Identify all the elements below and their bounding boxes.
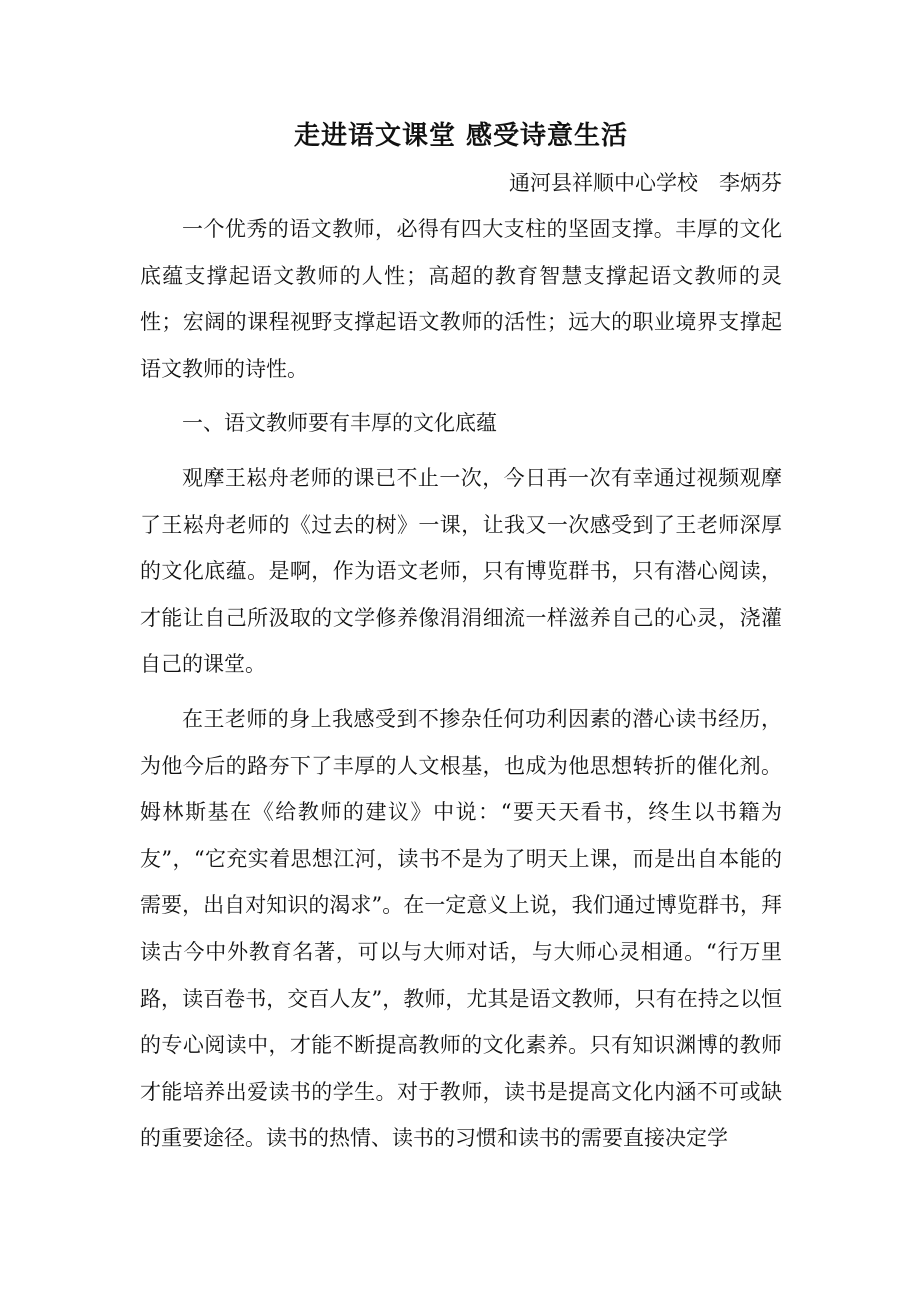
section-heading: 一、语文教师要有丰厚的文化底蕴 [182,411,497,436]
paragraph-observation: 观摩王崧舟老师的课已不止一次，今日再一次有幸通过视频观摩了王崧舟老师的《过去的树》一课，让我又一次感受到了王老师深厚的文化底蕴。是啊，作为语文老师，只有博览群书，只有潜心阅读，才能让自己所汲取的文学修养像涓涓细流一样滋养自己的心灵，浇灌自己的课堂。 [140,465,782,677]
paragraph-reading: 在王老师的身上我感受到不掺杂任何功利因素的潜心读书经历，为他今后的路夯下了丰厚的人文根基，也成为他思想转折的催化剂。姆林斯基在《给教师的建议》中说：“要天天看书，终生以书籍为友”，“它充实着思想江河，读书不是为了明天上课，而是出自本能的需要，出自对知识的渴求”。在一定意义上说，我们通过博览群书，拜读古今中外教育名著，可以与大师对话，与大师心灵相通。“行万里路，读百卷书，交百人友”，教师，尤其是语文教师，只有在持之以恒的专心阅读中，才能不断提高教师的文化素养。只有知识渊博的教师才能培养出爱读书的学生。对于教师，读书是提高文化内涵不可或缺的重要途径。读书的热情、读书的习惯和读书的需要直接决定学 [140,706,782,1151]
document-title: 走进语文课堂 感受诗意生活 [293,121,629,151]
paragraph-intro: 一个优秀的语文教师，必得有四大支柱的坚固支撑。丰厚的文化底蕴支撑起语文教师的人性；高超的教育智慧支撑起语文教师的灵性；宏阔的课程视野支撑起语文教师的活性；远大的职业境界支撑起语文教师的诗性。 [140,217,782,381]
author-line: 通河县祥顺中心学校 李炳芬 [509,171,782,195]
